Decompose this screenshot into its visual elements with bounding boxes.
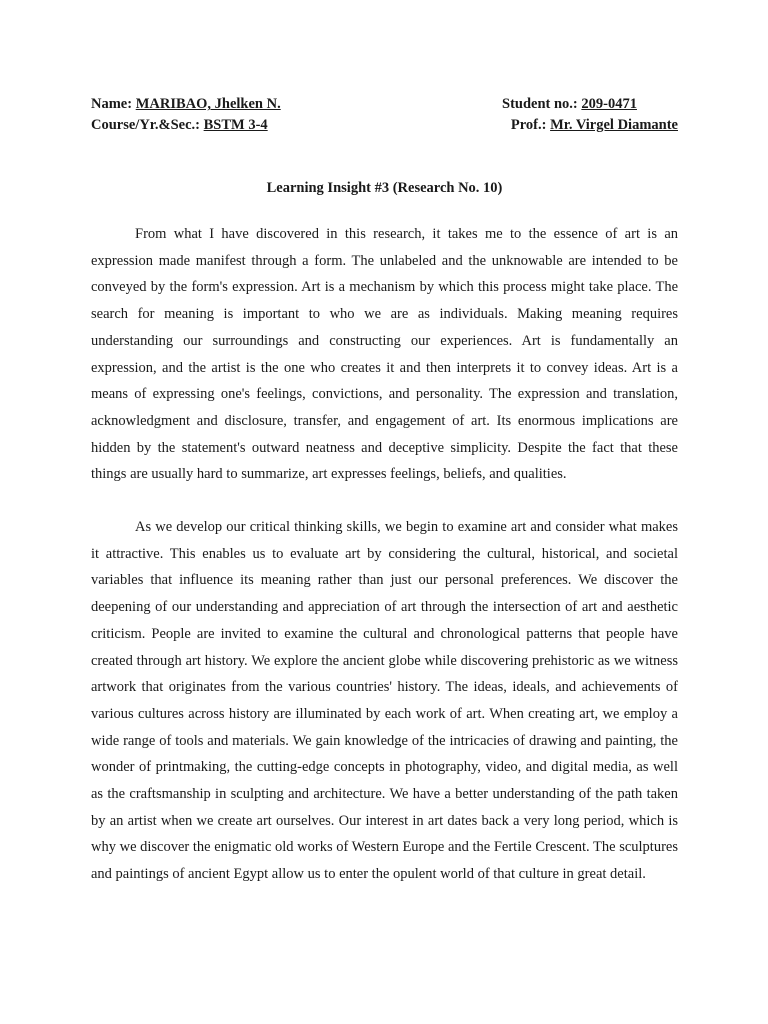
student-no-value: 209-0471 <box>581 96 637 112</box>
header-row-1 <box>91 94 678 115</box>
student-no-field <box>502 94 678 115</box>
prof-label: Prof.: <box>510 117 547 133</box>
paragraph-2: As we develop our critical thinking skills, we begin to examine art and consider what makes it attractive. This enables us to evaluate art by considering the cultural, historical, and societal variables that influence its meaning rather than just our personal preferences. We discover the deepening of our understanding and appreciation of art through the intersection of art and aesthetic criticism. People are invited to examine the cultural and chronological patterns that people have created through art history. We explore the ancient globe while discovering prehistoric as we witness artwork that originates from the various countries' history. The ideas, ideals, and achievements of various cultures across history are illuminated by each work of art. When creating art, we employ a wide range of tools and materials. We gain knowledge of the intricacies of drawing and painting, the wonder of printmaking, the cutting-edge concepts in photography, video, and digital media, as well as the craftsmanship in sculpting and architecture. We have a better understanding of the path taken by an artist when we create art ourselves. Our interest in art dates back a very long period, which is why we discover the enigmatic old works of Western Europe and the Fertile Crescent. The sculptures and paintings of ancient Egypt allow us to enter the opulent world of that culture in great detail. <box>91 519 678 883</box>
name-label: Name: <box>91 96 133 112</box>
name-value: MARIBAO, Jhelken N. <box>135 96 281 112</box>
document-title: Learning Insight #3 (Research No. 10) <box>266 180 503 196</box>
course-value: BSTM 3-4 <box>203 117 268 133</box>
prof-value: Mr. Virgel Diamante <box>550 117 678 133</box>
prof-field <box>511 115 678 136</box>
name-field <box>91 94 281 115</box>
course-label: Course/Yr.&Sec.: <box>91 117 200 133</box>
header-row-2 <box>91 115 678 136</box>
paragraph-1: From what I have discovered in this research, it takes me to the essence of art is an expression made manifest through a form. The unlabeled and the unknowable are intended to be conveyed by the form's expression. Art is a mechanism by which this process might take place. The search for meaning is important to who we are as individuals. Making meaning requires understanding our surroundings and constructing our experiences. Art is fundamentally an expression, and the artist is the one who creates it and then interprets it to convey ideas. Art is a means of expressing one's feelings, convictions, and personality. The expression and translation, acknowledgment and disclosure, transfer, and engagement of art. Its enormous implications are hidden by the statement's outward neatness and deceptive simplicity. Despite the fact that these things are usually hard to summarize, art expresses feelings, beliefs, and qualities. <box>91 226 678 483</box>
course-field <box>91 115 268 136</box>
student-no-label: Student no.: <box>502 96 578 112</box>
document-page <box>91 94 678 888</box>
